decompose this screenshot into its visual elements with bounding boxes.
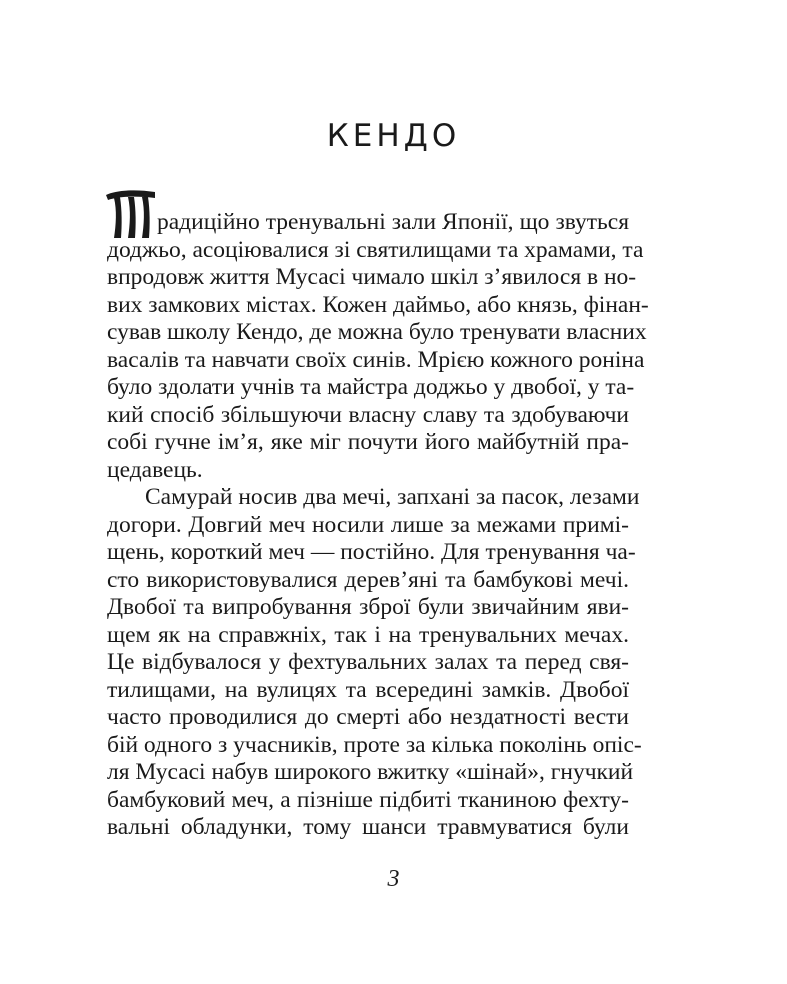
text-line: тилищами, на вулицях та всередині замків. Двобої — [107, 676, 629, 703]
text-line: догори. Довгий меч носили лише за межами примі- — [107, 511, 629, 538]
text-line: було здолати учнів та майстра доджьо у двобої, у та- — [107, 374, 635, 400]
drop-cap-letter — [102, 185, 158, 241]
text-line: собі гучне ім’я, яке міг почути його майбутній пра- — [107, 429, 629, 455]
text-line: кий спосіб збільшуючи власну славу та здобуваючи — [107, 401, 629, 428]
text-line: щем як на справжніх, так і на тренувальних мечах. — [107, 621, 629, 648]
text-line: васалів та навчати своїх синів. Мрією кожного роніна — [107, 346, 645, 373]
text-line: Це відбувалося у фехтувальних залах та перед свя- — [107, 649, 629, 675]
text-line: впродовж життя Мусасі чимало шкіл з’явилося в но- — [107, 264, 637, 290]
page-number: 3 — [387, 866, 400, 892]
text-line: Двобої та випробування зброї були звичайним яви- — [107, 594, 629, 620]
text-line: часто проводилися до смерті або нездатності вести — [107, 704, 629, 730]
text-line: щень, короткий меч — постійно. Для тренування ча- — [107, 539, 636, 565]
text-line: сував школу Кендо, де можна було тренувати власних — [107, 319, 647, 345]
text-line: ля Мусасі набув широкого вжитку «шінай», гнучкий — [107, 759, 634, 785]
chapter-title: КЕНДО — [326, 118, 461, 154]
text-line: доджьо, асоціювалися зі святилищами та храмами, та — [107, 236, 644, 263]
text-line: цедавець. — [107, 456, 203, 483]
text-line: вальні обладунки, тому шанси травмуватися були — [107, 814, 629, 840]
text-line: бій одного з учасників, проте за кілька поколінь опіс- — [107, 731, 642, 758]
text-line: сто використовувалися дерев’яні та бамбукові мечі. — [107, 566, 629, 593]
text-line: вих замкових містах. Кожен даймьо, або князь, фінан- — [107, 291, 649, 318]
text-line: бамбуковий меч, а пізніше підбиті тканиною фехту- — [107, 786, 629, 813]
text-line: радиційно тренувальні зали Японії, що звуться — [157, 209, 629, 235]
text-line: Самурай носив два мечі, запхані за пасок, лезами — [145, 484, 640, 510]
